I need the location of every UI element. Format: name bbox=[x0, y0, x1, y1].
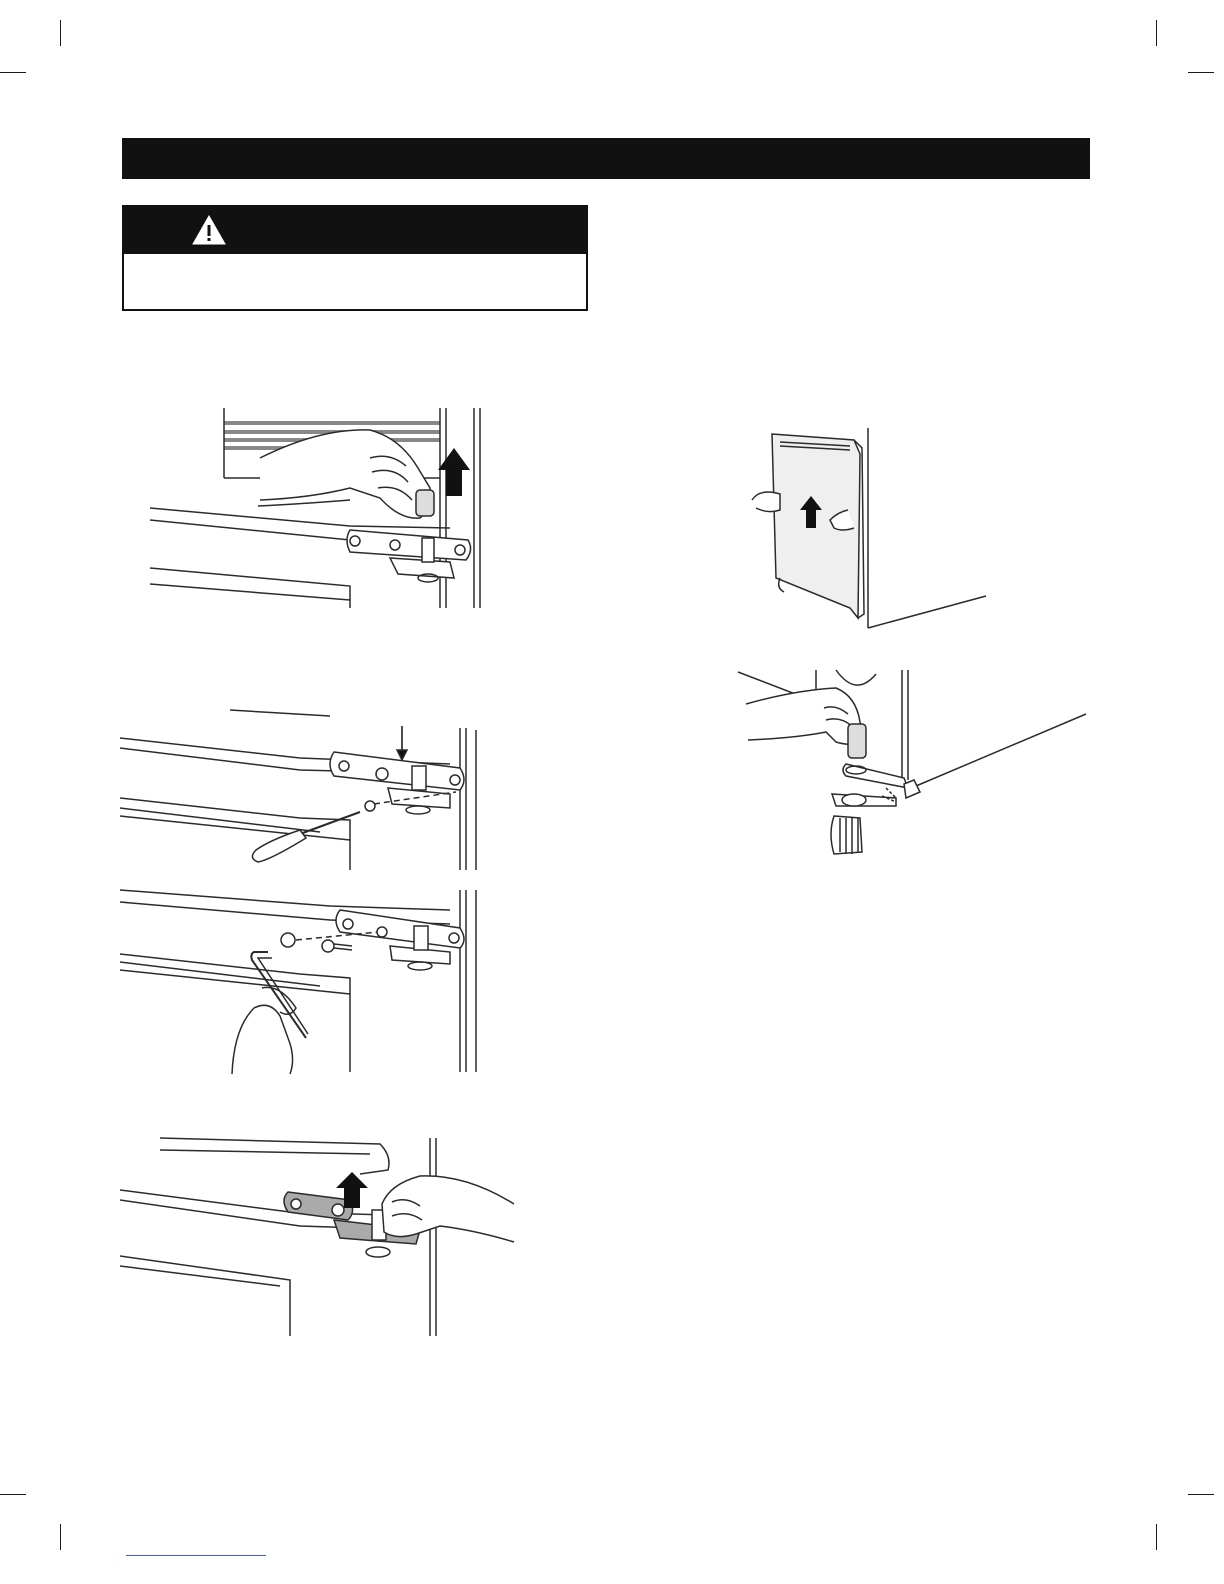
figure-hex-key-bolts bbox=[120, 888, 490, 1076]
warning-triangle-icon bbox=[192, 215, 226, 245]
figure-raise-hinge-plate bbox=[120, 1136, 516, 1340]
warning-header bbox=[124, 207, 586, 254]
up-arrow-icon bbox=[438, 448, 470, 496]
screwdriver-icon bbox=[252, 830, 306, 862]
section-header-bar bbox=[122, 138, 1090, 179]
crop-mark-top-left-h bbox=[0, 72, 26, 73]
crop-mark-bottom-left-h bbox=[0, 1494, 26, 1495]
crop-mark-bottom-right bbox=[1156, 1524, 1157, 1550]
crop-mark-bottom-left bbox=[60, 1524, 61, 1550]
warning-box bbox=[122, 205, 588, 311]
crop-mark-top-right bbox=[1156, 20, 1157, 46]
crop-mark-top-right-h bbox=[1188, 72, 1214, 73]
crop-mark-bottom-right-h bbox=[1188, 1494, 1214, 1495]
crop-mark-top-left bbox=[60, 20, 61, 46]
figure-lower-hinge-pin bbox=[736, 668, 1092, 868]
figure-lift-door-off bbox=[750, 428, 990, 632]
figure-lift-hinge-cap bbox=[150, 408, 490, 610]
footer-link-underline[interactable] bbox=[126, 1555, 266, 1556]
figure-remove-hinge-screws bbox=[120, 708, 490, 874]
